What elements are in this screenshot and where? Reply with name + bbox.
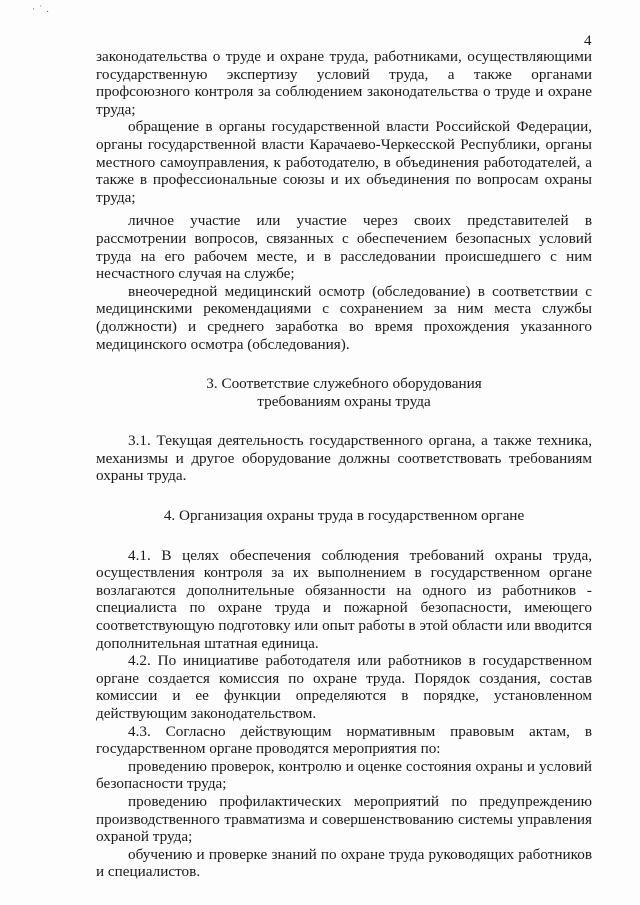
paragraph-appeal: обращение в органы государственной власти Российской Федерации, органы государственной власти Карачаево-Черкесской Республики, органы местного самоуправления, к работодателю, в объединения работодателей, а также в профессиональные союзы и их объединения по вопросам охраны труда; xyxy=(96,118,592,206)
paragraph-4-2: 4.2. По инициативе работодателя или работников в государственном органе создается комиссия по охране труда. Порядок создания, состав комиссии и ее функции определяются в порядке, установленном действующим законодательством. xyxy=(96,652,592,722)
paragraph-4-3: 4.3. Согласно действующим нормативным правовым актам, в государственном органе проводятся мероприятия по: xyxy=(96,722,592,758)
paragraph-participation: личное участие или участие через своих представителей в рассмотрении вопросов, связанных с обеспечением безопасных условий труда на его рабочем месте, и в расследовании происшедшего с ним несчастного случая на службе; xyxy=(96,212,592,283)
list-item-training: обучению и проверке знаний по охране труда руководящих работников и специалистов. xyxy=(96,845,592,881)
paragraph-4-1: 4.1. В целях обеспечения соблюдения требований охраны труда, осуществления контроля за их выполнением в государственном органе возлагаются дополнительные обязанности на одного из работников - специалиста по охране труда и пожарной безопасности, имеющего соответствующую подготовку или опыт работы в этой области или вводится дополнительная штатная единица. xyxy=(96,546,592,652)
section-4-heading: 4. Организация охраны труда в государственном органе xyxy=(163,507,525,525)
list-item-inspections: проведению проверок, контролю и оценке состояния охраны и условий безопасности труда; xyxy=(96,757,592,793)
scan-artifact: · ˙ . xyxy=(32,4,50,14)
paragraph-3-1: 3.1. Текущая деятельность государственного органа, а также техника, механизмы и другое оборудование должны соответствовать требованиям охраны труда. xyxy=(96,432,592,485)
paragraph-medical: внеочередной медицинский осмотр (обследование) в соответствии с медицинскими рекомендациями с сохранением за ним места службы (должности) и среднего заработка во время прохождения указанного медицинского осмотра (обследования). xyxy=(96,282,592,353)
section-3-heading-line2: требованиям охраны труда xyxy=(257,392,431,410)
document-body xyxy=(96,48,592,881)
paragraph-continuation: законодательства о труде и охране труда, работниками, осуществляющими государственную экспертизу условий труда, а также органами профсоюзного контроля за соблюдением законодательства о труде и охране труда; xyxy=(96,48,592,118)
page-number: 4 xyxy=(584,33,592,49)
list-item-prevention: проведению профилактических мероприятий по предупреждению производственного травматизма и совершенствованию системы управления охраной труда; xyxy=(96,792,592,846)
section-3-heading-line1: 3. Соответствие служебного оборудования xyxy=(206,375,482,393)
